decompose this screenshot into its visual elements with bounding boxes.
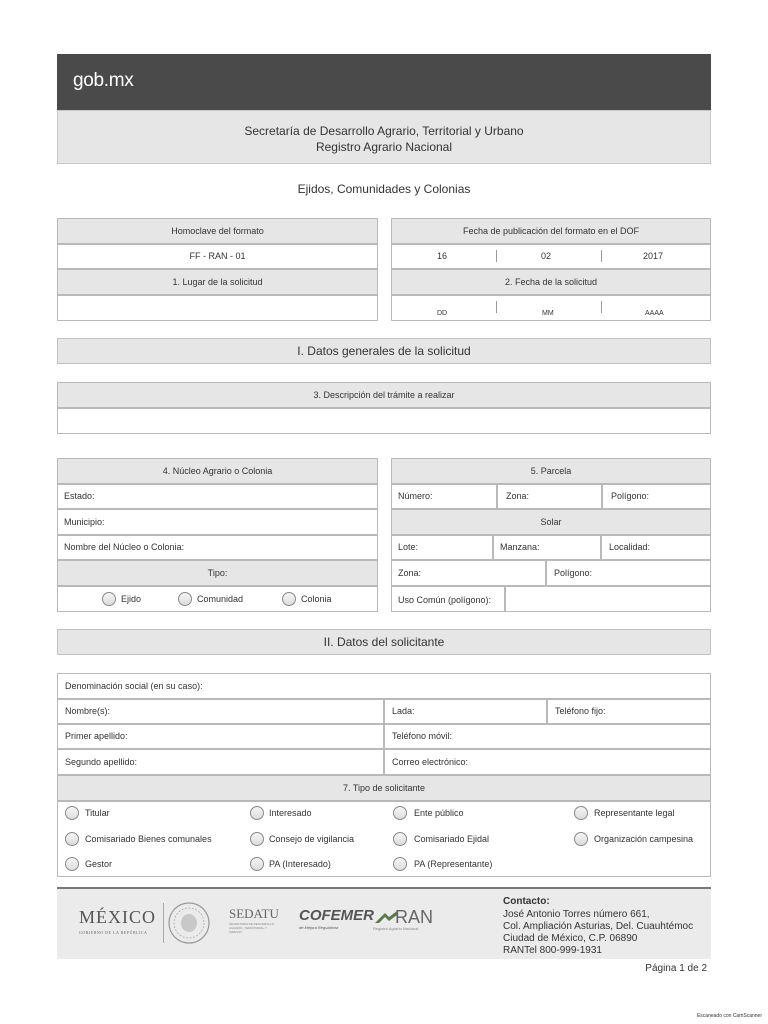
option-titular: Titular <box>85 808 110 818</box>
option-gestor: Gestor <box>85 859 113 869</box>
nombres-label: Nombre(s): <box>65 706 111 716</box>
numero-field[interactable] <box>391 484 497 509</box>
solar-zona-field[interactable] <box>391 560 546 586</box>
section-datos-solicitante: II. Datos del solicitante <box>57 629 711 655</box>
radio-ejido[interactable] <box>102 592 116 606</box>
option-comisariado-bienes: Comisariado Bienes comunales <box>85 834 212 844</box>
radio-organizacion-campesina[interactable] <box>574 832 588 846</box>
localidad-label: Localidad: <box>609 542 651 552</box>
contacto-line1: José Antonio Torres número 661, <box>503 909 650 920</box>
ran-logo: RAN <box>395 907 434 927</box>
homoclave-value: FF - RAN - 01 <box>57 244 378 269</box>
divider <box>601 250 602 262</box>
contacto-line4: RANTel 800-999-1931 <box>503 945 602 956</box>
dd-label: DD <box>437 310 448 317</box>
solar-zona-label: Zona: <box>398 568 422 578</box>
footer <box>57 887 711 959</box>
top-bar <box>57 54 711 110</box>
lote-field[interactable] <box>391 535 493 560</box>
estado-label: Estado: <box>64 491 95 501</box>
radio-interesado[interactable] <box>250 806 264 820</box>
radio-comisariado-bienes[interactable] <box>65 832 79 846</box>
option-comisariado-ejidal: Comisariado Ejidal <box>414 834 490 844</box>
poligono-label: Polígono: <box>611 491 650 501</box>
uso-comun-label: Uso Común (polígono): <box>398 595 492 605</box>
denominacion-field[interactable] <box>57 673 711 699</box>
nombres-field[interactable] <box>57 699 384 724</box>
tipo-label: Tipo: <box>57 560 378 586</box>
estado-field[interactable] <box>57 484 378 509</box>
gobmx-logo: gob.mx <box>73 70 134 91</box>
sedatu-subtitle: SECRETARÍA DE DESARROLLO AGRARIO, TERRITORIAL Y URBANO <box>229 922 275 934</box>
fecha-pub-month: 02 <box>541 251 552 261</box>
section-datos-generales: I. Datos generales de la solicitud <box>57 338 711 364</box>
manzana-label: Manzana: <box>500 542 540 552</box>
option-pa-representante: PA (Representante) <box>414 859 493 869</box>
municipio-label: Municipio: <box>64 517 105 527</box>
numero-label: Número: <box>398 491 433 501</box>
segundo-apellido-field[interactable] <box>57 749 384 775</box>
option-representante-legal: Representante legal <box>594 808 675 818</box>
lote-label: Lote: <box>398 542 419 552</box>
header-registro: Registro Agrario Nacional <box>315 140 453 154</box>
radio-comisariado-ejidal[interactable] <box>393 832 407 846</box>
cofemer-logo: COFEMER <box>299 907 374 924</box>
tipo-solicitante-options <box>57 801 711 877</box>
telefono-fijo-label: Teléfono fijo: <box>555 706 606 716</box>
contacto-line2: Col. Ampliación Asturias, Del. Cuauhtémoc <box>503 921 694 932</box>
divider <box>163 903 164 943</box>
divider <box>601 301 602 313</box>
option-consejo-vigilancia: Consejo de vigilancia <box>269 834 355 844</box>
option-ente-publico: Ente público <box>414 808 464 818</box>
manzana-field[interactable] <box>493 535 601 560</box>
telefono-movil-field[interactable] <box>384 724 711 749</box>
fecha-pub-year: 2017 <box>643 251 664 261</box>
tipo-options <box>57 586 378 612</box>
lada-label: Lada: <box>392 706 415 716</box>
fecha-publicacion-label: Fecha de publicación del formato en el DOF <box>391 218 711 244</box>
option-pa-interesado: PA (Interesado) <box>269 859 331 869</box>
solar-poligono-field[interactable] <box>546 560 711 586</box>
correo-label: Correo electrónico: <box>392 757 469 767</box>
solar-title: Solar <box>391 509 711 535</box>
mm-label: MM <box>542 310 554 317</box>
radio-colonia[interactable] <box>282 592 296 606</box>
option-ejido: Ejido <box>121 594 142 604</box>
uso-comun-label-cell <box>391 586 505 612</box>
fecha-solicitud-input[interactable] <box>391 295 711 321</box>
escudo-icon <box>167 901 211 945</box>
zona-field[interactable] <box>497 484 602 509</box>
page-number: Página 1 de 2 <box>645 963 707 974</box>
primer-apellido-label: Primer apellido: <box>65 731 128 741</box>
contacto-line3: Ciudad de México, C.P. 06890 <box>503 933 638 944</box>
lugar-label: 1. Lugar de la solicitud <box>57 269 378 295</box>
option-interesado: Interesado <box>269 808 312 818</box>
option-comunidad: Comunidad <box>197 594 244 604</box>
tipo-solicitante-title: 7. Tipo de solicitante <box>57 775 711 801</box>
radio-pa-representante[interactable] <box>393 857 407 871</box>
solar-poligono-label: Polígono: <box>554 568 593 578</box>
fecha-solicitud-label: 2. Fecha de la solicitud <box>391 269 711 295</box>
primer-apellido-field[interactable] <box>57 724 384 749</box>
radio-gestor[interactable] <box>65 857 79 871</box>
divider <box>496 301 497 313</box>
denominacion-label: Denominación social (en su caso): <box>65 681 203 691</box>
form-subtitle: Ejidos, Comunidades y Colonias <box>297 182 471 196</box>
cofemer-subtitle: de Mejora Regulatoria <box>299 925 339 930</box>
descripcion-label: 3. Descripción del trámite a realizar <box>57 382 711 408</box>
lada-field[interactable] <box>384 699 547 724</box>
mexico-logo: MÉXICO <box>79 907 156 927</box>
lugar-input[interactable] <box>57 295 378 321</box>
sedatu-logo: SEDATU <box>229 906 279 921</box>
nombre-nucleo-field[interactable] <box>57 535 378 560</box>
zona-label: Zona: <box>506 491 530 501</box>
header-block <box>57 110 711 164</box>
option-colonia: Colonia <box>301 594 332 604</box>
radio-representante-legal[interactable] <box>574 806 588 820</box>
header-secretaria: Secretaría de Desarrollo Agrario, Territorial y Urbano <box>244 124 524 138</box>
nombre-nucleo-label: Nombre del Núcleo o Colonia: <box>64 542 185 552</box>
radio-consejo-vigilancia[interactable] <box>250 832 264 846</box>
divider <box>496 250 497 262</box>
gobierno-label: GOBIERNO DE LA REPÚBLICA <box>79 930 148 935</box>
aaaa-label: AAAA <box>645 310 664 317</box>
fecha-pub-day: 16 <box>437 251 448 261</box>
poligono-field[interactable] <box>602 484 711 509</box>
homoclave-label: Homoclave del formato <box>57 218 378 244</box>
municipio-field[interactable] <box>57 509 378 535</box>
ran-logo-icon <box>375 911 397 923</box>
localidad-field[interactable] <box>601 535 711 560</box>
correo-field[interactable] <box>384 749 711 775</box>
parcela-title: 5. Parcela <box>391 458 711 484</box>
radio-pa-interesado[interactable] <box>250 857 264 871</box>
radio-comunidad[interactable] <box>178 592 192 606</box>
fecha-publicacion-value <box>391 244 711 269</box>
segundo-apellido-label: Segundo apellido: <box>65 757 138 767</box>
ran-subtitle: Registro Agrario Nacional <box>373 926 419 931</box>
telefono-fijo-field[interactable] <box>547 699 711 724</box>
option-organizacion-campesina: Organización campesina <box>594 834 694 844</box>
nucleo-title: 4. Núcleo Agrario o Colonia <box>57 458 378 484</box>
telefono-movil-label: Teléfono móvil: <box>392 731 453 741</box>
radio-titular[interactable] <box>65 806 79 820</box>
descripcion-input[interactable] <box>57 408 711 434</box>
uso-comun-input[interactable] <box>505 586 711 612</box>
scanner-note: Escaneado con CamScanner <box>696 1013 762 1019</box>
contacto-title: Contacto: <box>503 896 550 907</box>
radio-ente-publico[interactable] <box>393 806 407 820</box>
